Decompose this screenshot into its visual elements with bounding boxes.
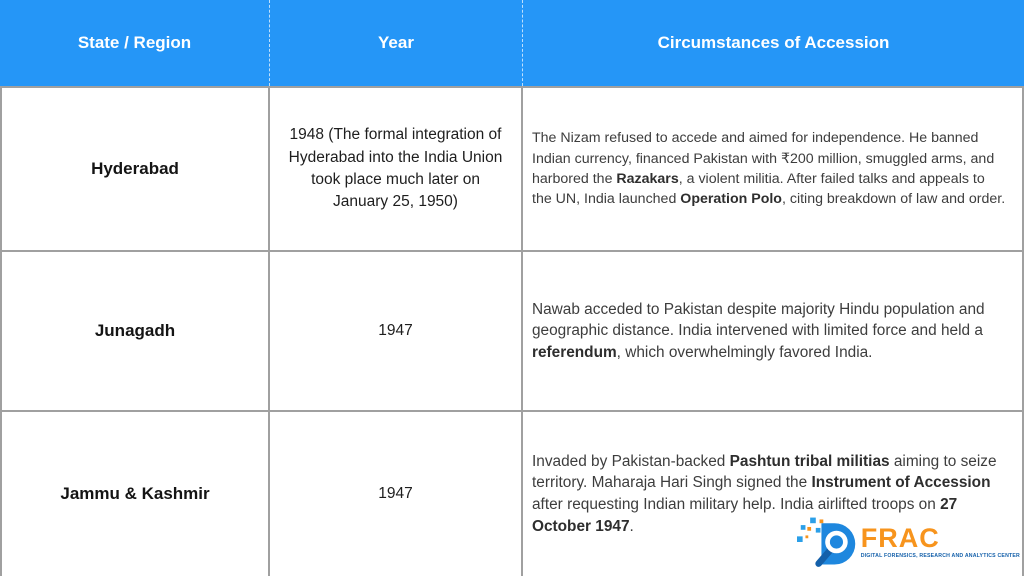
year-value: 1947 — [378, 484, 413, 502]
year-value: 1947 — [378, 321, 413, 339]
header-year-label: Year — [378, 33, 414, 52]
state-name: Hyderabad — [91, 159, 179, 178]
pixel-cluster — [797, 518, 823, 542]
header-circumstances — [523, 0, 1024, 86]
dfrac-brand-name: FRAC — [860, 523, 940, 553]
table-row-junagadh-state — [0, 250, 270, 410]
table-row-hyderabad-circumstances — [523, 86, 1024, 250]
circumstances-text: Invaded by Pakistan-backed Pashtun tribal militias aiming to seize territory. Maharaja Hari Singh signed the Instrument of Accession after requesting Indian military help. India airlifted troops on 27 October 1947. — [532, 452, 997, 535]
header-state-region-label: State / Region — [77, 33, 192, 52]
header-year — [270, 0, 523, 86]
header-state-region — [0, 0, 270, 86]
table-row-hyderabad-state — [0, 86, 270, 250]
table-row-hyderabad-year — [270, 86, 523, 250]
year-value: 1948 (The formal integration of Hyderabad into the India Union took place much later on January 25, 1950) — [288, 126, 503, 211]
circumstances-text: Nawab acceded to Pakistan despite majority Hindu population and geographic distance. India intervened with limited force and held a referendum, which overwhelmingly favored India. — [532, 300, 985, 361]
dfrac-tagline: DIGITAL FORENSICS, RESEARCH AND ANALYTICS CENTER — [860, 553, 1020, 559]
state-name: Jammu & Kashmir — [60, 484, 210, 503]
state-name: Junagadh — [94, 321, 176, 340]
dfrac-logo-mark-icon — [797, 514, 859, 570]
table-row-junagadh-year — [270, 250, 523, 410]
table-row-jammu-kashmir-year — [270, 410, 523, 576]
table-row-jammu-kashmir-state — [0, 410, 270, 576]
header-circumstances-label: Circumstances of Accession — [657, 33, 890, 52]
table-row-junagadh-circumstances — [523, 250, 1024, 410]
dfrac-logo — [797, 514, 1020, 570]
circumstances-text: The Nizam refused to accede and aimed for independence. He banned Indian currency, financed Pakistan with ₹200 million, smuggled arms, and harbored the Razakars, a violent militia. After failed talks and appeals to the UN, India launched Operation Polo, citing breakdown of law and order. — [532, 130, 1006, 208]
dfrac-logo-text — [861, 525, 1020, 559]
